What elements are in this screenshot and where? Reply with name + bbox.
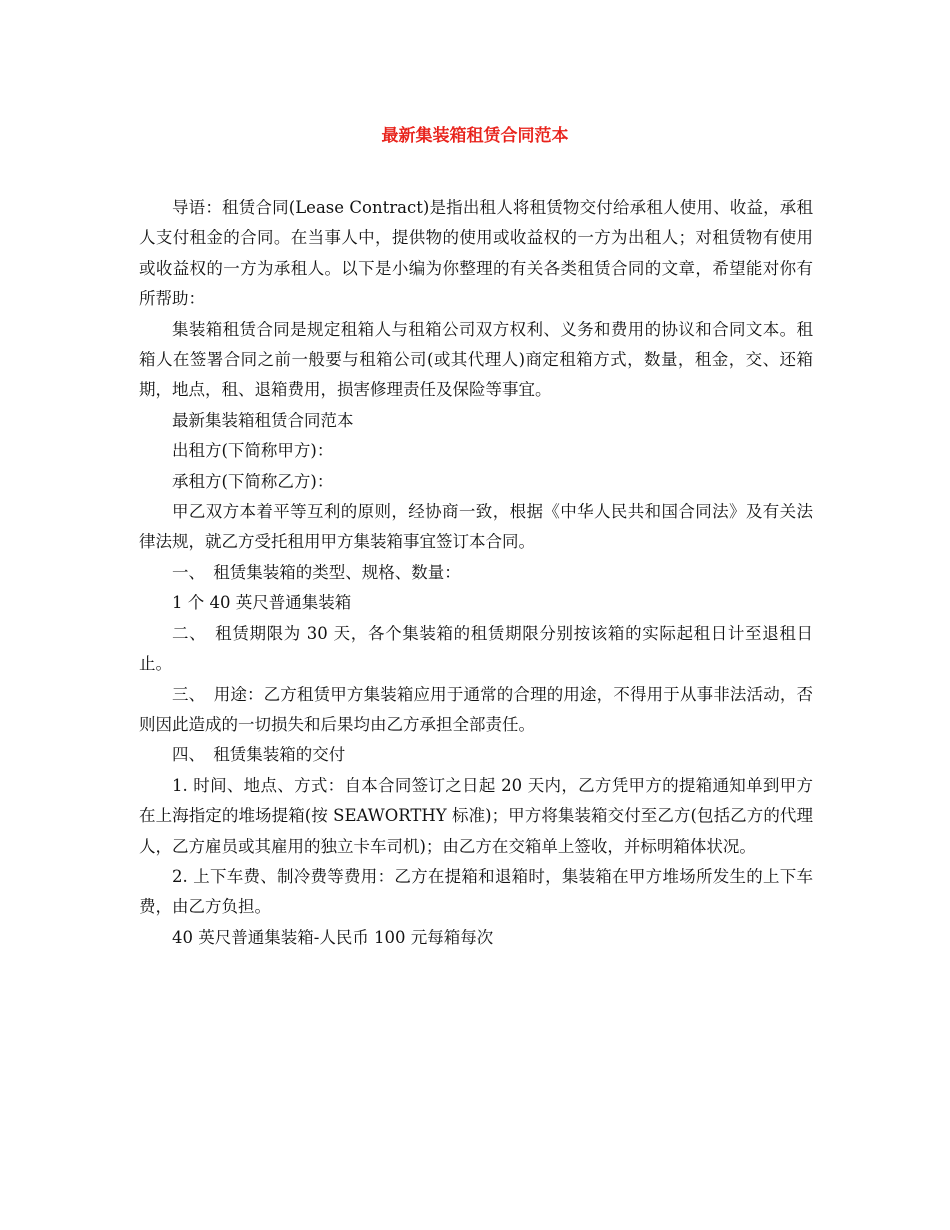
clause-4-heading: 四、 租赁集装箱的交付 (172, 745, 346, 765)
clause-3: 三、 用途：乙方租赁甲方集装箱应用于通常的合理的用途，不得用于从事非法活动，否则因此造成的一切损失和后果均由乙方承担全部责任。 (139, 684, 813, 734)
clause-4-item-2: 2. 上下车费、制冷费等费用：乙方在提箱和退箱时，集装箱在甲方堆场所发生的上下车费，由乙方负担。 (139, 866, 813, 917)
clause-2: 二、 租赁期限为 30 天，各个集装箱的租赁期限分别按该箱的实际起租日计至退租日止。 (139, 623, 813, 674)
document-title: 最新集装箱租赁合同范本 (381, 126, 569, 146)
paragraph-preamble: 甲乙双方本着平等互利的原则，经协商一致，根据《中华人民共和国合同法》及有关法律法规，就乙方受托租用甲方集装箱事宜签订本合同。 (139, 502, 813, 552)
paragraph-definition: 集装箱租赁合同是规定租箱人与租箱公司双方权利、义务和费用的协议和合同文本。租箱人在签署合同之前一般要与租箱公司(或其代理人)商定租箱方式，数量，租金，交、还箱期，地点，租、退箱费用，损害修理责任及保险等事宜。 (139, 319, 813, 400)
paragraph-contract-heading: 最新集装箱租赁合同范本 (172, 410, 354, 430)
clause-1-heading: 一、 租赁集装箱的类型、规格、数量： (172, 562, 461, 582)
document-body (139, 193, 813, 953)
paragraph-lessee: 承租方(下简称乙方)： (172, 471, 334, 491)
paragraph-intro: 导语：租赁合同(Lease Contract)是指出租人将租赁物交付给承租人使用、收益，承租人支付租金的合同。在当事人中，提供物的使用或收益权的一方为出租人；对租赁物有使用或收益权的一方为承租人。以下是小编为你整理的有关各类租赁合同的文章，希望能对你有所帮助： (139, 198, 813, 309)
clause-4-fee: 40 英尺普通集装箱-人民币 100 元每箱每次 (172, 927, 494, 947)
clause-4-item-1: 1. 时间、地点、方式：自本合同签订之日起 20 天内，乙方凭甲方的提箱通知单到甲方在上海指定的堆场提箱(按 SEAWORTHY 标准)；甲方将集装箱交付至乙方(包括乙方的代理人，乙方雇员或其雇用的独立卡车司机)；由乙方在交箱单上签收，并标明箱体状况。 (139, 775, 813, 856)
clause-1-content: 1 个 40 英尺普通集装箱 (172, 593, 352, 613)
paragraph-lessor: 出租方(下简称甲方)： (172, 441, 334, 461)
